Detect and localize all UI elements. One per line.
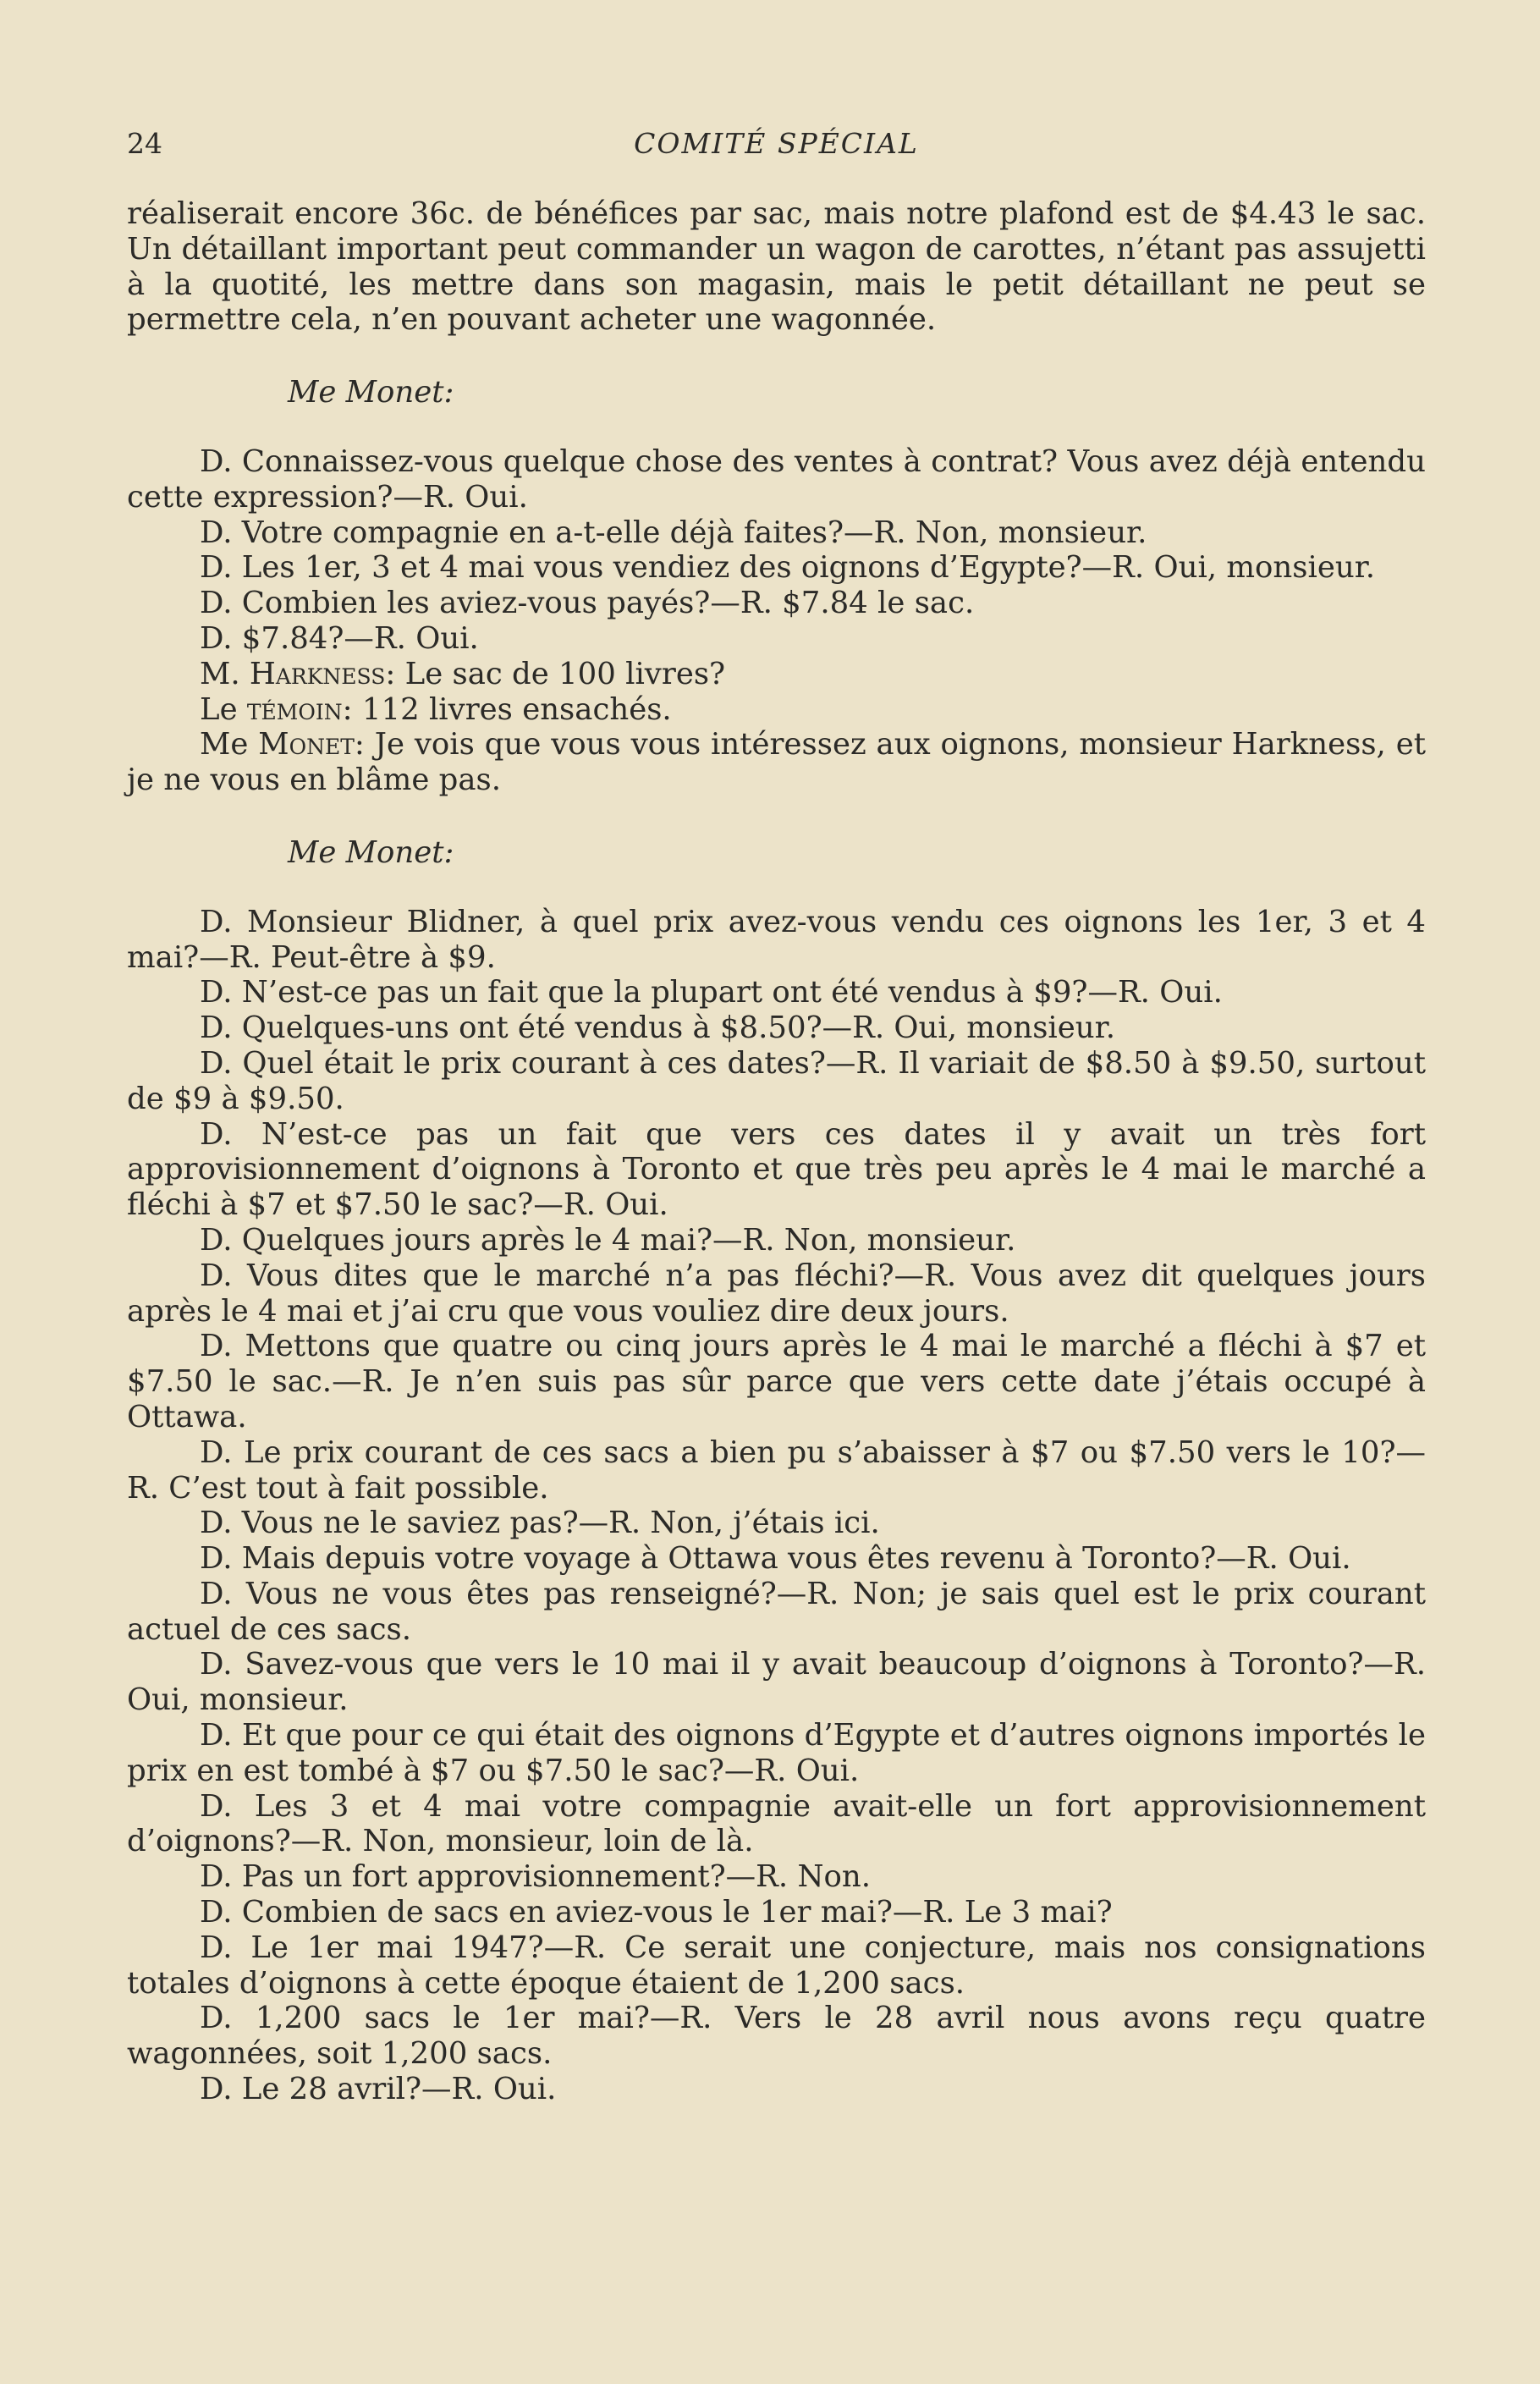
body-text [127,196,1426,2107]
running-title: COMITÉ SPÉCIAL [634,127,919,160]
question-answer: D. Combien de sacs en aviez-vous le 1er mai?—R. Le 3 mai? [200,1895,1113,1930]
question-answer: D. Le 28 avril?—R. Oui. [200,2072,557,2107]
question-answer: D. Quelques jours après le 4 mai?—R. Non, monsieur. [200,1222,1016,1258]
speaker-heading: Me Monet: [288,834,454,870]
question-answer: D. Vous ne le saviez pas?—R. Non, j’étais ici. [200,1506,880,1541]
page-number: 24 [127,127,162,160]
intervention-harkness [127,657,1426,692]
question-answer: D. Et que pour ce qui était des oignons d’Egypte et d’autres oignons importés le prix en est tombé à $7 ou $7.50 le sac?—R. Oui. [127,1718,1426,1788]
intervention-text: : Je vois que vous vous intéressez aux oignons, monsieur Harkness, et je ne vous en blâme pas. [127,727,1426,798]
question-answer: D. Connaissez-vous quelque chose des ventes à contrat? Vous avez déjà entendu cette expression?—R. Oui. [127,443,1426,515]
question-answer: D. Votre compagnie en a-t-elle déjà faites?—R. Non, monsieur. [200,515,1147,550]
intervention-text: : 112 livres ensachés. [342,691,672,727]
paragraph: réaliserait encore 36c. de bénéfices par sac, mais notre plafond est de $4.43 le sac. Un détaillant important peut commander un wagon de carottes, n’étant pas assujetti à la quotité, les mettre dans son magasin, mais le petit détaillant ne peut se permettre cela, n’en pouvant acheter une wagonnée. [127,196,1426,338]
question-answer: D. $7.84?—R. Oui. [200,620,479,656]
speaker-name: témoin [246,691,343,727]
question-answer: D. Combien les aviez-vous payés?—R. $7.84 le sac. [200,586,975,621]
intervention-monet [127,727,1426,798]
question-answer: D. N’est-ce pas un fait que vers ces dates il y avait un très fort approvisionnement d’oignons à Toronto et que très peu après le 4 mai le marché a fléchi à $7 et $7.50 le sac?—R. Oui. [127,1116,1426,1223]
speaker-name: Monet [258,727,355,763]
question-answer: D. Quelques-uns ont été vendus à $8.50?—R. Oui, monsieur. [200,1010,1116,1046]
speaker-prefix: Me [200,727,259,763]
question-answer: D. Vous dites que le marché n’a pas fléchi?—R. Vous avez dit quelques jours après le 4 mai et j’ai cru que vous vouliez dire deux jours. [127,1258,1426,1329]
question-answer: D. N’est-ce pas un fait que la plupart ont été vendus à $9?—R. Oui. [200,975,1223,1010]
speaker-heading: Me Monet: [288,375,454,410]
speaker-name: M. Harkness [200,656,386,691]
question-answer: D. 1,200 sacs le 1er mai?—R. Vers le 28 avril nous avons reçu quatre wagonnées, soit 1,200 sacs. [127,2001,1426,2072]
question-answer: D. Monsieur Blidner, à quel prix avez-vous vendu ces oignons les 1er, 3 et 4 mai?—R. Peut-être à $9. [127,904,1426,975]
question-answer: D. Le 1er mai 1947?—R. Ce serait une conjecture, mais nos consignations totales d’oignons à cette époque étaient de 1,200 sacs. [127,1930,1426,2001]
question-answer: D. Savez-vous que vers le 10 mai il y avait beaucoup d’oignons à Toronto?—R. Oui, monsieur. [127,1647,1426,1718]
speaker-prefix: Le [200,691,247,727]
page-header [127,127,1426,178]
question-answer: D. Pas un fort approvisionnement?—R. Non. [200,1859,872,1895]
question-answer: D. Les 1er, 3 et 4 mai vous vendiez des oignons d’Egypte?—R. Oui, monsieur. [200,550,1376,586]
question-answer: D. Quel était le prix courant à ces dates?—R. Il variait de $8.50 à $9.50, surtout de $9 à $9.50. [127,1045,1426,1116]
intervention-text: : Le sac de 100 livres? [385,656,726,691]
question-answer: D. Vous ne vous êtes pas renseigné?—R. Non; je sais quel est le prix courant actuel de ces sacs. [127,1576,1426,1647]
question-answer: D. Les 3 et 4 mai votre compagnie avait-elle un fort approvisionnement d’oignons?—R. Non, monsieur, loin de là. [127,1788,1426,1859]
question-answer: D. Le prix courant de ces sacs a bien pu s’abaisser à $7 ou $7.50 vers le 10?—R. C’est tout à fait possible. [127,1434,1426,1506]
intervention-witness [127,692,1426,728]
question-answer: D. Mais depuis votre voyage à Ottawa vous êtes revenu à Toronto?—R. Oui. [200,1541,1351,1577]
question-answer: D. Mettons que quatre ou cinq jours après le 4 mai le marché a fléchi à $7 et $7.50 le sac.—R. Je n’en suis pas sûr parce que vers cette date j’étais occupé à Ottawa. [127,1329,1426,1434]
